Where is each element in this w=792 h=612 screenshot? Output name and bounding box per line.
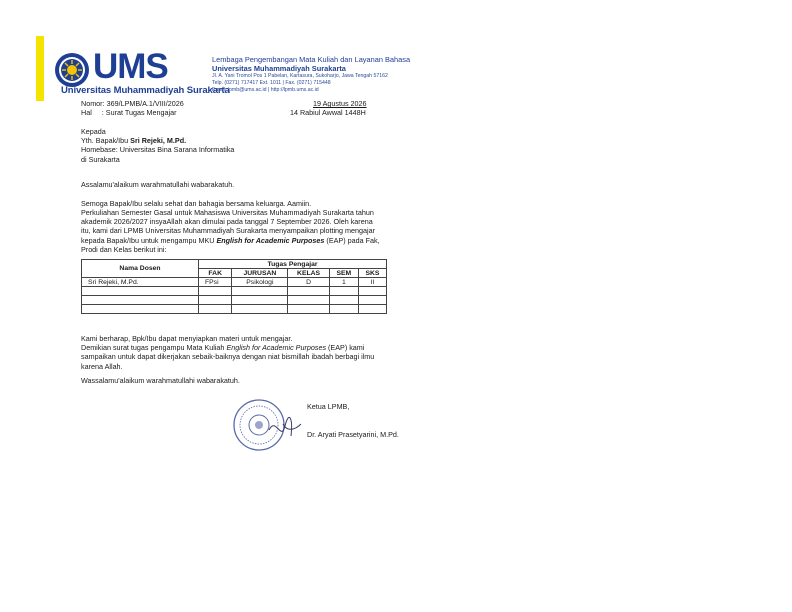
homebase-line: Homebase: Universitas Bina Sarana Informatika xyxy=(81,145,235,155)
city-line: di Surakarta xyxy=(81,154,120,164)
hal-line: Hal : Surat Tugas Mengajar xyxy=(81,108,177,117)
phone-line: Telp. (0271) 717417 Ext. 1011 | Fax. (0271) 715448 xyxy=(212,80,331,87)
paragraph-3 xyxy=(81,334,387,371)
table-row xyxy=(82,278,387,287)
recipient-line xyxy=(81,136,234,145)
recipient-block xyxy=(81,127,234,164)
paragraph-2-line: akademik 2026/2027 insyaAllah akan dimulai pada tanggal 7 September 2026. Oleh karena xyxy=(81,217,373,227)
paragraph-3-line: sampaikan untuk dapat dikerjakan sebaik-baiknya dengan niat bismillah ibadah berbagi ilmu xyxy=(81,352,375,362)
cell-nama: Sri Rejeki, M.Pd. xyxy=(82,278,199,287)
logo-subtitle: Universitas Muhammadiyah Surakarta xyxy=(61,85,230,96)
table-row-empty xyxy=(82,305,387,314)
cell-fak: FPsi xyxy=(199,278,232,287)
address-line: Jl. A. Yani Tromol Pos 1 Pabelan, Kartasura, Sukoharjo, Jawa Tengah 57162 xyxy=(212,73,388,80)
nomor-value: 369/LPMB/A.1/VIII/2026 xyxy=(106,99,184,108)
course-name: English for Academic Purposes xyxy=(226,343,327,353)
text-run: kepada Bapak/Ibu untuk mengampu MKU xyxy=(81,235,217,245)
text-run: (EAP) kami xyxy=(326,343,365,353)
kepada-label: Kepada xyxy=(81,127,106,136)
cell-jurusan: Psikologi xyxy=(232,278,288,287)
column-header: SEM xyxy=(329,269,358,278)
closing: Wassalamu'alaikum warahmatullahi wabarakatuh. xyxy=(81,376,240,385)
official-stamp-icon xyxy=(221,396,303,454)
course-name: English for Academic Purposes xyxy=(216,235,325,245)
institution-block xyxy=(212,56,410,94)
cell-sem: 1 xyxy=(329,278,358,287)
hal-value: Surat Tugas Mengajar xyxy=(105,108,177,117)
recipient-name: Sri Rejeki, M.Pd. xyxy=(130,136,187,146)
header-nama-dosen: Nama Dosen xyxy=(82,260,199,278)
paragraph-2-line: itu, kami dari LPMB Universitas Muhammadiyah Surakarta menyampaikan plotting mengajar xyxy=(81,226,376,236)
accent-bar xyxy=(36,36,44,101)
paragraph-3-line: karena Allah. xyxy=(81,361,123,371)
paragraph-2 xyxy=(81,208,387,254)
column-header: KELAS xyxy=(288,269,329,278)
paragraph-2-line: Perkuliahan Semester Gasal untuk Mahasiswa Universitas Muhammadiyah Surakarta tahun xyxy=(81,208,374,217)
header-tugas-pengajar: Tugas Pengajar xyxy=(199,260,387,269)
signature-title: Ketua LPMB, xyxy=(307,402,350,411)
institution-name: Lembaga Pengembangan Mata Kuliah dan Layanan Bahasa xyxy=(212,55,411,64)
column-header: FAK xyxy=(199,269,232,278)
nomor-line: Nomor: 369/LPMB/A.1/VIII/2026 xyxy=(81,99,184,108)
column-header: SKS xyxy=(358,269,386,278)
date-masehi: 19 Agustus 2026 xyxy=(313,99,367,108)
email-line: Email: lpmb@ums.ac.id | http://lpmb.ums.ac.id xyxy=(212,87,319,94)
paragraph-1: Semoga Bapak/Ibu selalu sehat dan bahagia bersama keluarga. Aamiin. xyxy=(81,199,312,208)
paragraph-2-line xyxy=(81,236,387,245)
hal-label: Hal xyxy=(81,108,92,117)
paragraph-3-line: Kami berharap, Bpk/Ibu dapat menyiapkan materi untuk mengajar. xyxy=(81,334,293,343)
column-header: JURUSAN xyxy=(232,269,288,278)
university-name: Universitas Muhammadiyah Surakarta xyxy=(212,63,346,73)
teaching-assignment-table xyxy=(81,259,387,314)
university-seal-icon xyxy=(54,52,90,88)
table-row-empty xyxy=(82,296,387,305)
logo-wordmark: UMS xyxy=(93,47,168,86)
cell-kelas: D xyxy=(288,278,329,287)
date-hijri: 14 Rabiul Awwal 1448H xyxy=(290,108,366,117)
paragraph-3-line xyxy=(81,343,387,352)
paragraph-2-line: Prodi dan Kelas berikut ini: xyxy=(81,244,167,254)
yth-prefix: Yth. Bapak/Ibu xyxy=(81,136,131,146)
table-row-empty xyxy=(82,287,387,296)
text-run: (EAP) pada Fak, xyxy=(324,235,380,245)
greeting: Assalamu'alaikum warahmatullahi wabarakatuh. xyxy=(81,180,235,189)
nomor-label: Nomor xyxy=(81,99,103,108)
text-run: Demikian surat tugas pengampu Mata Kuliah xyxy=(81,343,227,353)
signature-name: Dr. Aryati Prasetyarini, M.Pd. xyxy=(307,430,399,439)
cell-sks: II xyxy=(358,278,386,287)
